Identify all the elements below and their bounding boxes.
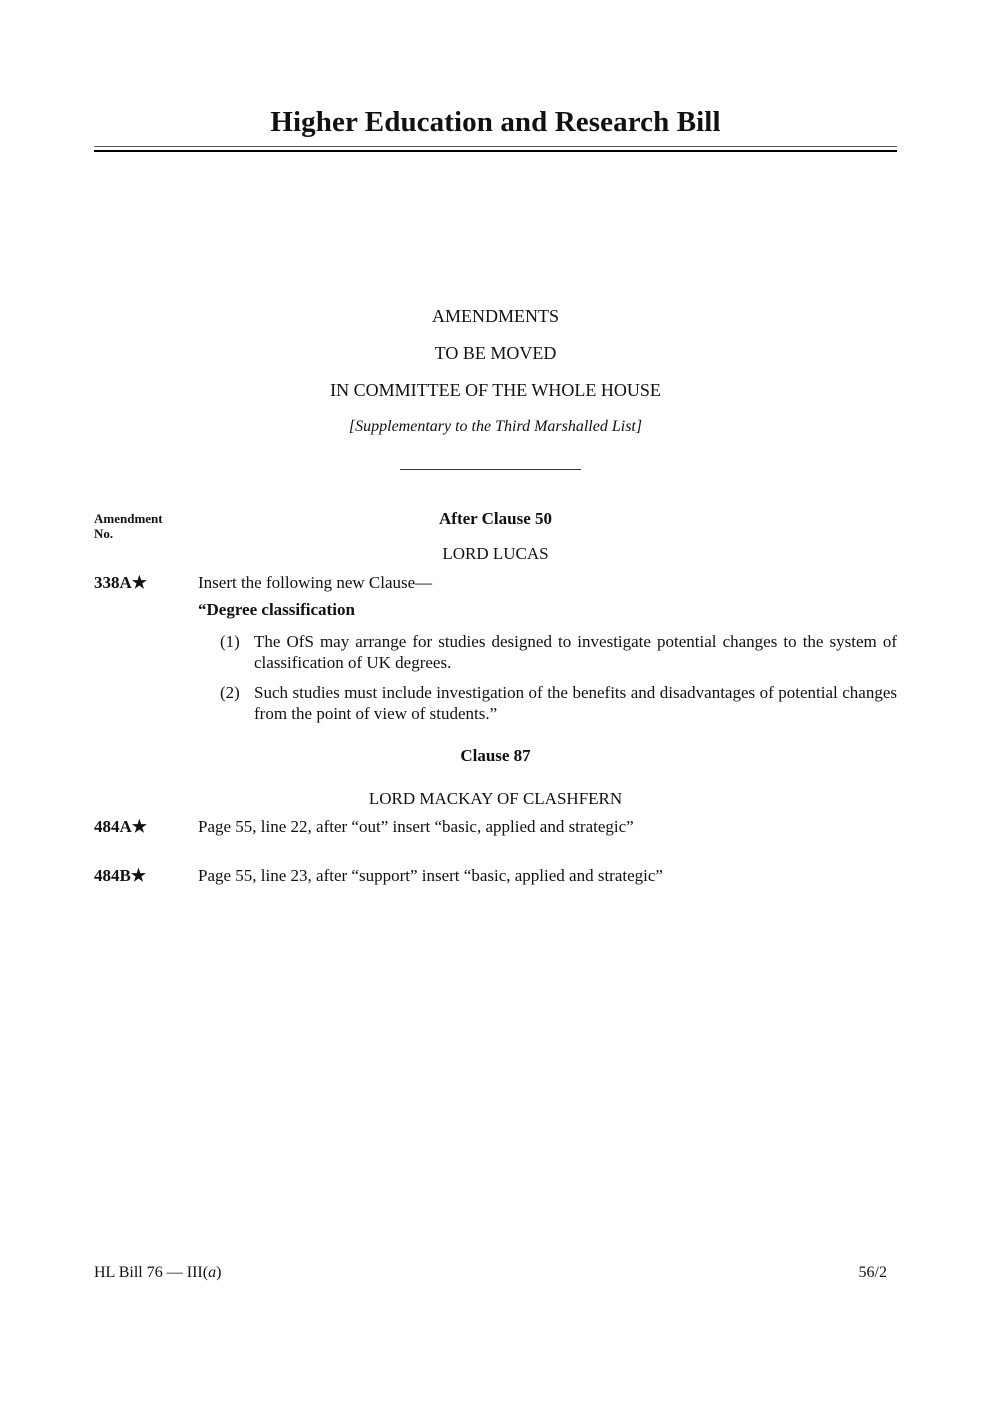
- header-line-to-be-moved: TO BE MOVED: [434, 343, 557, 363]
- subtitle: [Supplementary to the Third Marshalled List]: [348, 418, 643, 435]
- subsection-text: Such studies must include investigation of the benefits and disadvantages of potential changes from the point of view of students.”: [254, 683, 897, 723]
- footer-ref-prefix: HL Bill 76 — III(: [94, 1264, 209, 1281]
- new-clause-title: “Degree classification: [198, 600, 355, 619]
- header-line-amendments: AMENDMENTS: [431, 306, 559, 326]
- section-divider: [400, 469, 581, 470]
- subsection-2: [220, 682, 897, 724]
- amendment-number-484b: 484B★: [94, 866, 147, 885]
- member-name-lord-lucas: LORD LUCAS: [442, 544, 549, 563]
- footer-page-number: 56/2: [858, 1264, 887, 1281]
- member-name-lord-mackay: LORD MACKAY OF CLASHFERN: [368, 789, 623, 808]
- amendment-number-338a: 338A★: [94, 573, 148, 592]
- subsection-number: (1): [220, 632, 240, 651]
- footer-bill-reference: [94, 1264, 221, 1282]
- bill-title: Higher Education and Research Bill: [270, 106, 721, 138]
- footer-ref-italic: a: [208, 1264, 217, 1281]
- section-heading-after-clause-50: After Clause 50: [439, 509, 552, 528]
- amendment-text-484a: Page 55, line 22, after “out” insert “basic, applied and strategic”: [198, 817, 634, 836]
- column-header-text: Amendment No.: [94, 511, 163, 541]
- amendment-number-484a: 484A★: [94, 817, 148, 836]
- title-rule-thick: [94, 150, 897, 152]
- subsection-text: The OfS may arrange for studies designed to investigate potential changes to the system of classification of UK degrees.: [254, 632, 897, 672]
- amendment-text-484b: Page 55, line 23, after “support” insert “basic, applied and strategic”: [198, 866, 663, 885]
- section-heading-clause-87: Clause 87: [460, 746, 531, 765]
- amendment-text-338a: Insert the following new Clause—: [198, 573, 433, 592]
- subsection-number: (2): [220, 683, 240, 702]
- title-rule-thin: [94, 146, 897, 147]
- header-line-committee: IN COMMITTEE OF THE WHOLE HOUSE: [330, 380, 661, 400]
- footer-ref-suffix: ): [216, 1264, 222, 1281]
- subsection-1: [220, 631, 897, 673]
